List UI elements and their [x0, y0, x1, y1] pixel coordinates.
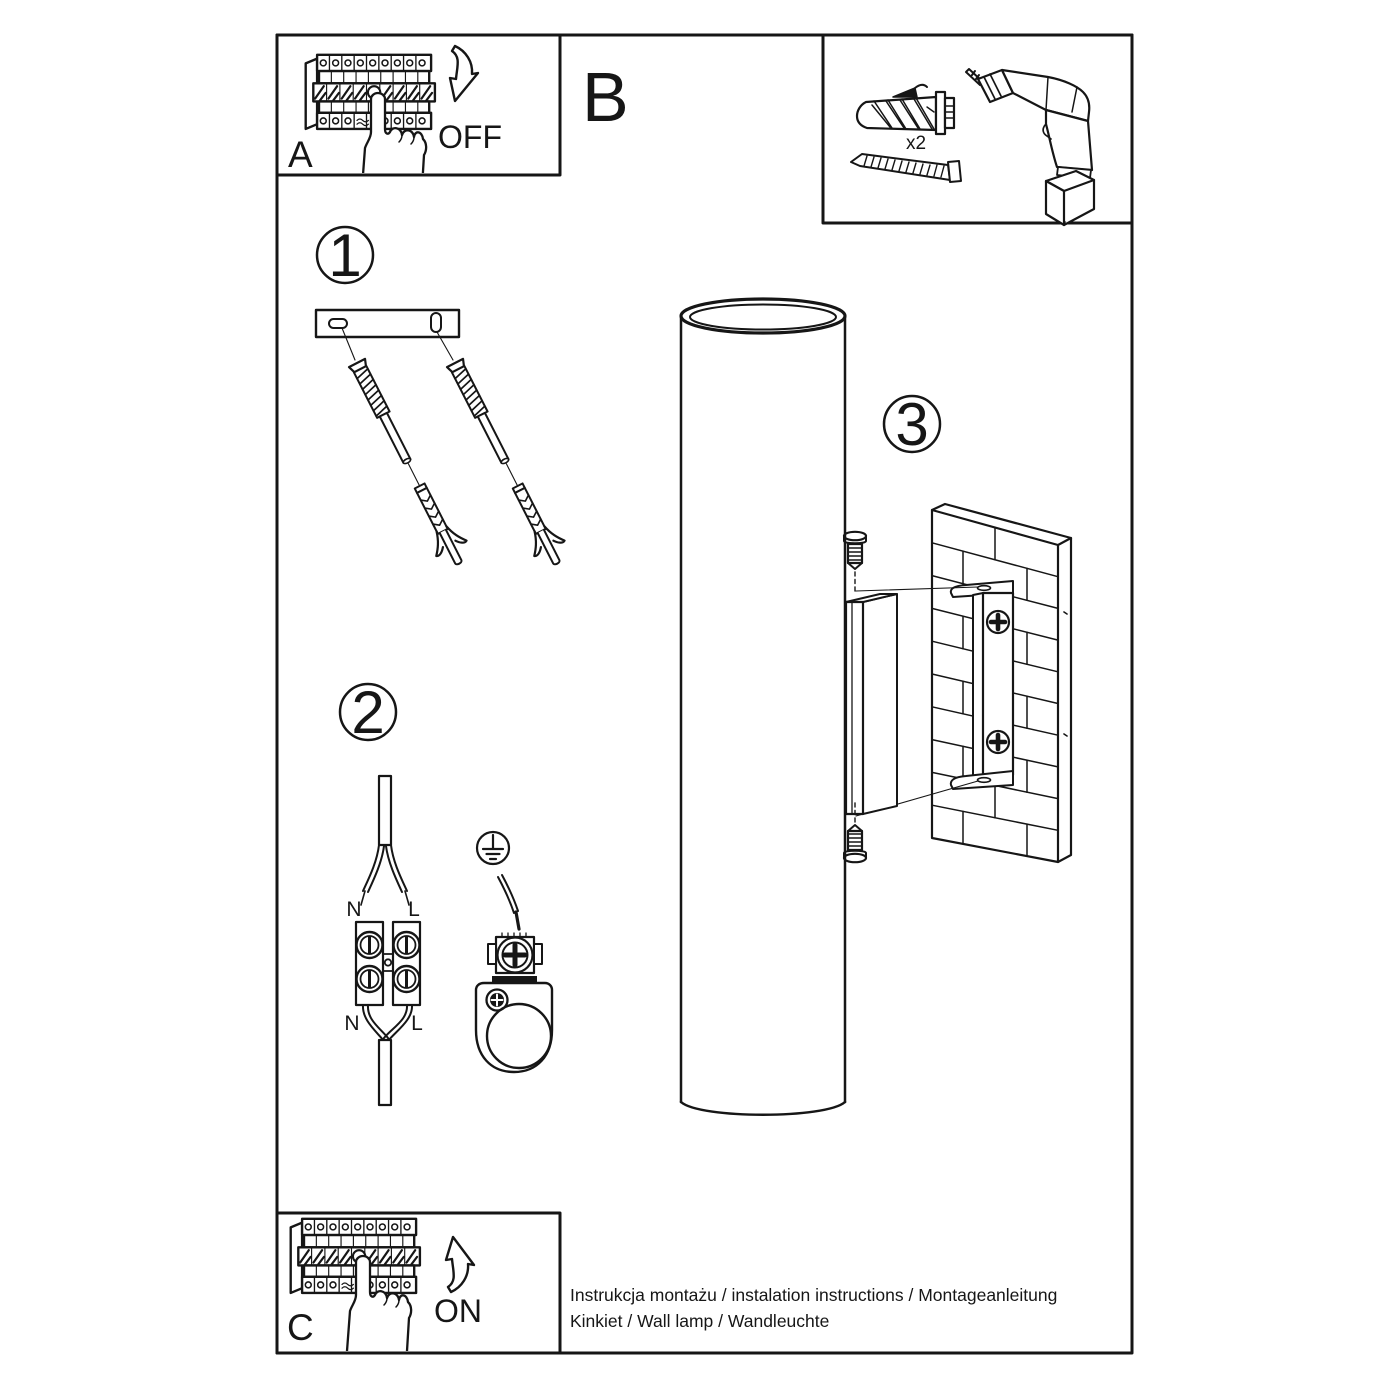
line-label-bottom: L — [411, 1012, 423, 1035]
neutral-label-top: N — [346, 898, 362, 921]
terminal-block — [356, 922, 420, 1005]
step-2-number: 2 — [351, 679, 385, 746]
arrow-up-icon — [446, 1237, 474, 1292]
panel-a — [306, 55, 435, 188]
panel-b-label: B — [582, 58, 629, 136]
footer-line-2: Kinkiet / Wall lamp / Wandleuchte — [570, 1311, 830, 1331]
off-label: OFF — [438, 119, 502, 155]
ground-clamp — [476, 933, 552, 1072]
screw-and-anchor-right — [440, 355, 573, 571]
lamp-rail — [846, 594, 897, 814]
screw-icon — [851, 154, 961, 182]
panel-a-label: A — [288, 134, 313, 175]
bracket-screw-top-icon — [987, 611, 1009, 633]
wall-anchor-icon — [857, 85, 954, 134]
arrow-down-icon — [450, 46, 478, 101]
lamp-tube — [681, 299, 845, 1115]
ground-wire — [498, 875, 519, 929]
supply-cable-top — [361, 776, 409, 905]
anchor-quantity-label: x2 — [905, 133, 927, 154]
neutral-label-bottom: N — [344, 1012, 360, 1035]
panel-c-label: C — [287, 1307, 314, 1348]
rail-screw-top-icon — [844, 532, 866, 593]
step-3-number: 3 — [895, 391, 929, 458]
screw-and-anchor-left — [342, 355, 475, 571]
on-label: ON — [434, 1293, 482, 1329]
footer-line-1: Instrukcja montażu / instalation instructions / Montageanleitung — [570, 1285, 1058, 1305]
line-label-top: L — [408, 898, 420, 921]
bracket-screw-bottom-icon — [987, 731, 1009, 753]
drill-icon — [966, 69, 1094, 225]
step-1-number: 1 — [328, 222, 362, 289]
supply-cable-bottom — [363, 1005, 412, 1105]
ground-symbol-icon — [477, 832, 509, 864]
